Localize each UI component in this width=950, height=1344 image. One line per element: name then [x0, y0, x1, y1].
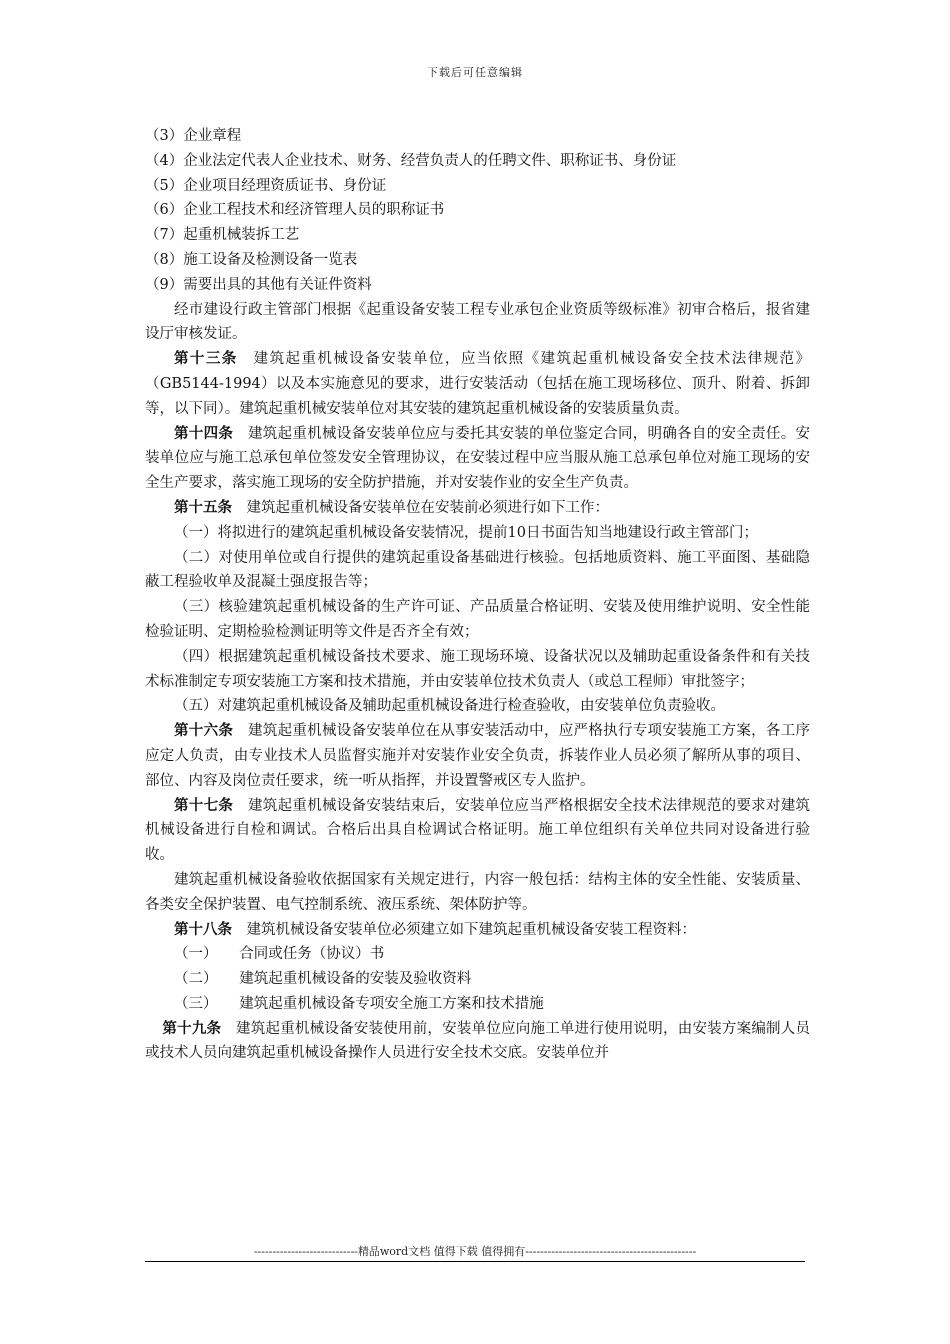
list-item — [145, 992, 810, 1017]
article-16 — [145, 719, 810, 793]
list-item: （一）将拟进行的建筑起重机械设备安装情况，提前10日书面告知当地建设行政主管部门； — [174, 524, 758, 541]
item-number: （三） — [174, 995, 218, 1012]
list-item: （6）企业工程技术和经济管理人员的职称证书 — [145, 202, 445, 219]
list-item: （5）企业项目经理资质证书、身份证 — [145, 177, 387, 194]
item-text: 建筑起重机械设备的安装及验收资料 — [239, 971, 472, 988]
article-title: 第十八条 — [174, 920, 232, 938]
list-item: （9）需要出具的其他有关证件资料 — [145, 276, 372, 293]
list-item: （7）起重机械装拆工艺 — [145, 227, 300, 244]
article-title: 第十九条 — [162, 1019, 222, 1037]
article-18 — [145, 918, 810, 943]
article-text: 建筑起重机械设备安装单位在从事安装活动中，应严格执行专项安装施工方案，各工序应定人负责，由专业技术人员监督实施并对安装作业安全负责，拆装作业人员必须了解所从事的项目、部位、内容及岗位责任要求，统一听从指挥，并设置警戒区专人监护。 — [145, 723, 811, 789]
list-item — [145, 967, 810, 992]
review-paragraph: 经市建设行政主管部门根据《起重设备安装工程专业承包企业资质等级标准》初审合格后，报省建设厅审核发证。 — [145, 301, 810, 343]
item-text: 合同或任务（协议）书 — [239, 946, 385, 963]
article-text: 建筑起重机械设备安装单位，应当依照《建筑起重机械设备安全技术法律规范》（GB5144-1994）以及本实施意见的要求，进行安装活动（包括在施工现场移位、顶升、附着、拆卸等，以下同）。建筑起重机械安装单位对其安装的建筑起重机械设备的安装质量负责。 — [145, 351, 811, 417]
list-item — [145, 942, 810, 967]
article-14 — [145, 422, 810, 496]
article-17 — [145, 794, 810, 868]
article-text: 建筑起重机械设备安装单位在安装前必须进行如下工作： — [246, 499, 609, 516]
list-item: （3）企业章程 — [145, 128, 242, 144]
article-text: 建筑起重机械设备安装结束后，安装单位应当严格根据安全技术法律规范的要求对建筑机械设备进行自检和调试。合格后出具自检调试合格证明。施工单位组织有关单位共同对设备进行验收。 — [145, 797, 811, 864]
acceptance-paragraph: 建筑起重机械设备验收依据国家有关规定进行，内容一般包括：结构主体的安全性能、安装质量、各类安全保护装置、电气控制系统、液压系统、架体防护等。 — [145, 871, 810, 913]
article-13 — [145, 347, 810, 421]
page-footer: ----------------------------精品word文档 值得下载 值得拥有---------------------------------------------- — [253, 1245, 697, 1258]
article-title: 第十六条 — [174, 722, 234, 740]
list-item: （4）企业法定代表人企业技术、财务、经营负责人的任聘文件、职称证书、身份证 — [145, 152, 677, 169]
list-item: （二）对使用单位或自行提供的建筑起重设备基础进行核验。包括地质资料、施工平面图、基础隐蔽工程验收单及混凝土强度报告等； — [145, 549, 810, 591]
footer-divider — [145, 1261, 805, 1262]
article-title: 第十四条 — [174, 424, 234, 442]
article-text: 建筑起重机械设备安装单位应与委托其安装的单位鉴定合同，明确各自的安全责任。安装单位应与施工总承包单位签发安全管理协议，在安装过程中应当服从施工总承包单位对施工现场的安全生产要求，落实施工现场的安全防护措施，并对安装作业的安全生产负责。 — [145, 425, 811, 492]
list-item: （8）施工设备及检测设备一览表 — [145, 251, 358, 268]
article-title: 第十七条 — [174, 796, 234, 814]
article-text: 建筑起重机械设备安装使用前，安装单位应向施工单进行使用说明，由安装方案编制人员或技术人员向建筑起重机械设备操作人员进行安全技术交底。安装单位并 — [145, 1020, 811, 1062]
item-text: 建筑起重机械设备专项安全施工方案和技术措施 — [239, 995, 544, 1012]
article-15 — [145, 496, 810, 521]
article-text: 建筑机械设备安装单位必须建立如下建筑起重机械设备安装工程资料： — [246, 921, 696, 938]
list-item: （三）核验建筑起重机械设备的生产许可证、产品质量合格证明、安装及使用维护说明、安全性能检验证明、定期检验检测证明等文件是否齐全有效； — [145, 599, 810, 640]
article-title: 第十三条 — [174, 350, 238, 368]
page-header: 下载后可任意编辑 — [427, 66, 523, 79]
document-body — [145, 124, 810, 1066]
item-number: （二） — [174, 971, 218, 988]
article-title: 第十五条 — [174, 498, 232, 516]
article-19 — [145, 1017, 810, 1067]
item-number: （一） — [174, 946, 218, 963]
list-item: （四）根据建筑起重机械设备技术要求、施工现场环境、设备状况以及辅助起重设备条件和有关技术标准制定专项安装施工方案和技术措施，并由安装单位技术负责人（或总工程师）审批签字； — [145, 648, 810, 690]
list-item: （五）对建筑起重机械设备及辅助起重机械设备进行检查验收，由安装单位负责验收。 — [174, 698, 725, 715]
